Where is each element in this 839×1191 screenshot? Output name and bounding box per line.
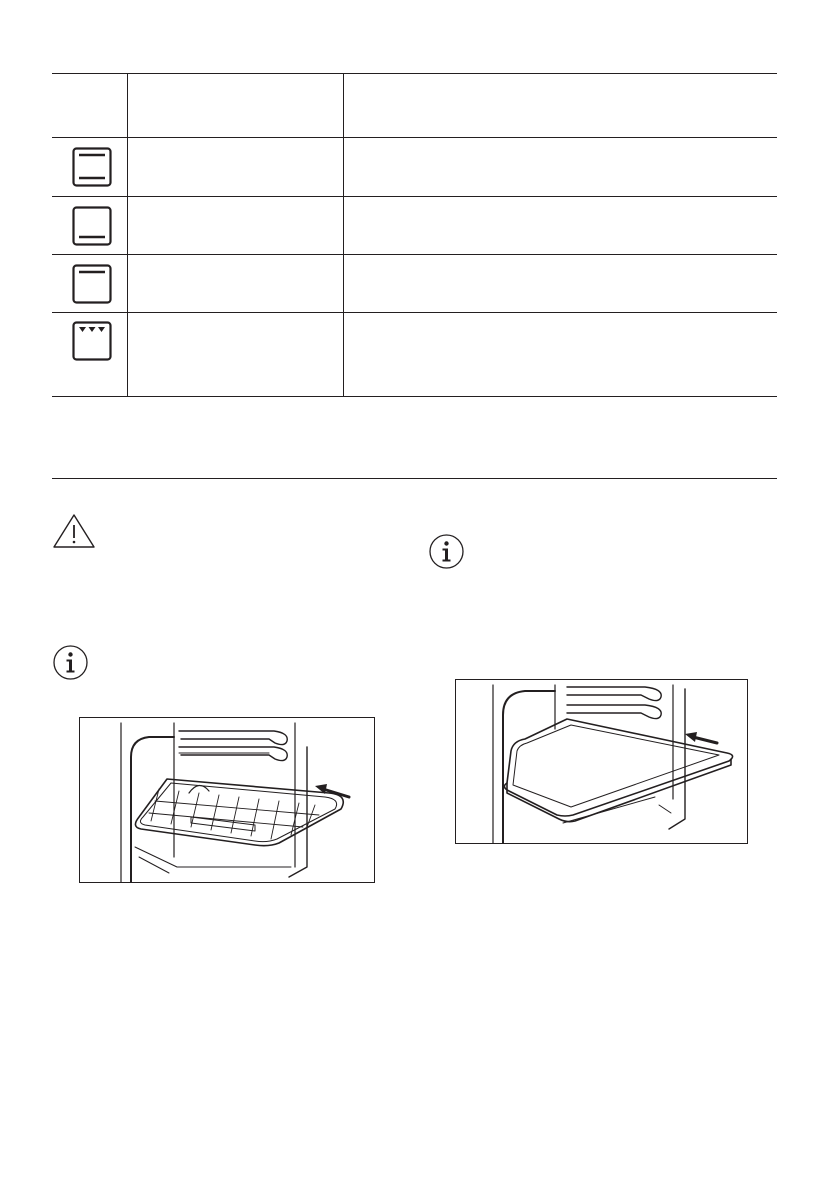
table-column-divider bbox=[343, 73, 344, 396]
warning-triangle-icon bbox=[52, 513, 96, 549]
wire-shelf-insertion-illustration bbox=[79, 717, 375, 883]
info-circle-icon bbox=[52, 644, 89, 681]
baking-tray-insertion-illustration bbox=[455, 679, 748, 844]
table-row-divider bbox=[52, 312, 777, 313]
oven-top-heat-icon bbox=[72, 264, 112, 304]
oven-grill-icon bbox=[72, 321, 112, 361]
table-row-divider bbox=[52, 196, 777, 197]
section-divider bbox=[52, 478, 777, 479]
table-header-rule bbox=[52, 137, 777, 138]
table-bottom-rule bbox=[52, 396, 777, 397]
oven-bottom-heat-icon bbox=[72, 206, 112, 246]
table-row-divider bbox=[52, 254, 777, 255]
table-top-rule bbox=[52, 73, 777, 74]
table-column-divider bbox=[127, 73, 128, 396]
info-circle-icon bbox=[428, 533, 465, 570]
oven-bottom-top-heat-icon bbox=[72, 147, 112, 187]
